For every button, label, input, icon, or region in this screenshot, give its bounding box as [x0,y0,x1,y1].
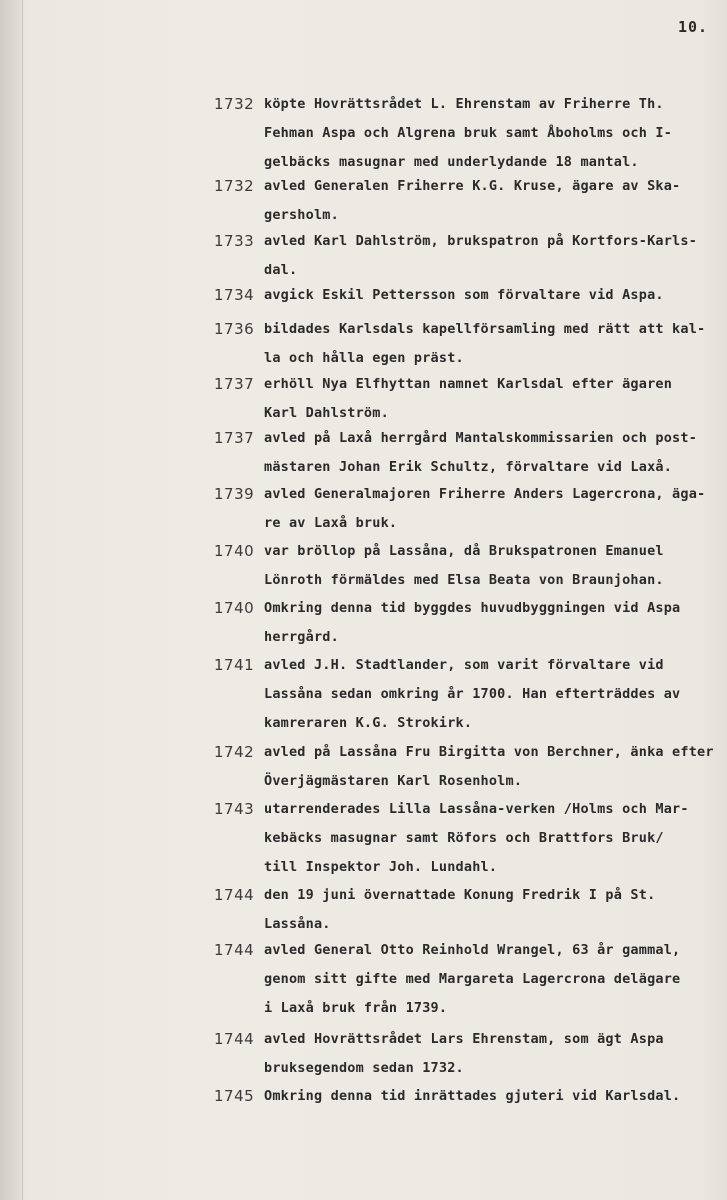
entry-text-line: avled J.H. Stadtlander, som varit förvaltare vid [264,657,664,673]
entry-text-line: la och hålla egen präst. [264,349,464,366]
entry-text-line: avled General Otto Reinhold Wrangel, 63 år gammal, [264,942,681,958]
entry-year: 1741 [214,656,255,674]
entry-text-line: köpte Hovrättsrådet L. Ehrenstam av Friherre Th. [264,96,664,112]
entry-text-line: kebäcks masugnar samt Röfors och Brattfors Bruk/ [264,829,664,846]
entry-year: 1737 [214,375,255,393]
entry-text-line: den 19 juni övernattade Konung Fredrik I på St. [264,887,656,903]
entry-text-line: i Laxå bruk från 1739. [264,999,448,1016]
entry-year: 1737 [214,429,255,447]
entry-text-line: var bröllop på Lassåna, då Brukspatronen Emanuel [264,543,664,559]
entry-year: 1744 [214,1030,255,1048]
entry-text-line: avled på Lassåna Fru Birgitta von Berchner, änka efter [264,744,714,760]
entry-text-line: herrgård. [264,628,339,645]
entry-year: 1744 [214,941,255,959]
entry-text-line: Lassåna. [264,915,331,932]
entry-text-line: till Inspektor Joh. Lundahl. [264,858,498,875]
entry-text-line: Omkring denna tid inrättades gjuteri vid Karlsdal. [264,1088,681,1104]
entry-text-line: avled Generalen Friherre K.G. Kruse, ägare av Ska- [264,178,681,194]
entry-year: 1744 [214,886,255,904]
entry-text-line: Lönroth förmäldes med Elsa Beata von Braunjohan. [264,571,664,588]
entry-text-line: re av Laxå bruk. [264,514,398,531]
entry-year: 1742 [214,743,255,761]
entry-text-line: utarrenderades Lilla Lassåna-verken /Holms och Mar- [264,801,689,817]
entry-text-line: kamreraren K.G. Strokirk. [264,714,473,731]
entry-text-line: avled Generalmajoren Friherre Anders Lagercrona, äga- [264,486,706,502]
page-number: 10. [678,18,709,36]
entry-year: 1745 [214,1087,255,1105]
entry-year: 1732 [214,95,255,113]
entry-year: 1743 [214,800,255,818]
entry-text-line: dal. [264,261,298,278]
entry-year: 1734 [214,286,255,304]
entry-text-line: Omkring denna tid byggdes huvudbyggningen vid Aspa [264,600,681,616]
entry-text-line: genom sitt gifte med Margareta Lagercrona delägare [264,970,681,987]
entry-text-line: Överjägmästaren Karl Rosenholm. [264,772,523,789]
entry-text-line: Fehman Aspa och Algrena bruk samt Åboholms och I- [264,124,673,141]
entry-text-line: gersholm. [264,206,339,223]
entry-text-line: mästaren Johan Erik Schultz, förvaltare vid Laxå. [264,458,673,475]
entry-text-line: avled Karl Dahlström, brukspatron på Kortfors-Karls- [264,233,698,249]
entry-year: 1732 [214,177,255,195]
entry-text-line: Karl Dahlström. [264,404,389,421]
entry-text-line: avled på Laxå herrgård Mantalskommissarien och post- [264,430,698,446]
entry-text-line: gelbäcks masugnar med underlydande 18 mantal. [264,153,639,170]
entry-text-line: erhöll Nya Elfhyttan namnet Karlsdal efter ägaren [264,376,673,392]
entry-text-line: Lassåna sedan omkring år 1700. Han efterträddes av [264,685,681,702]
page-binding-edge [0,0,23,1200]
entry-text-line: avgick Eskil Pettersson som förvaltare vid Aspa. [264,287,664,303]
entry-text-line: bruksegendom sedan 1732. [264,1059,464,1076]
entry-year: 1740 [214,599,255,617]
entry-year: 1739 [214,485,255,503]
entry-year: 1736 [214,320,255,338]
entry-text-line: bildades Karlsdals kapellförsamling med rätt att kal- [264,321,706,337]
entry-text-line: avled Hovrättsrådet Lars Ehrenstam, som ägt Aspa [264,1031,664,1047]
entry-year: 1740 [214,542,255,560]
entry-year: 1733 [214,232,255,250]
